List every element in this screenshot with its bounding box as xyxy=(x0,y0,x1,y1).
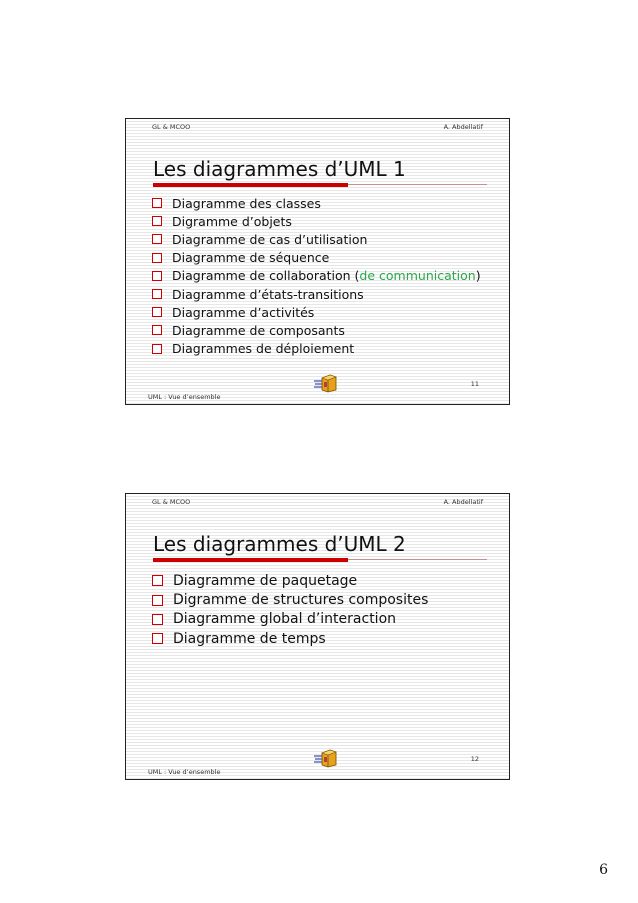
checkbox-bullet-icon xyxy=(152,614,163,625)
slide-header-author: A. Abdellatif xyxy=(443,123,483,131)
uml-book-logo-icon xyxy=(314,748,338,768)
checkbox-bullet-icon xyxy=(152,575,163,586)
slide-footer-topic: UML : Vue d’ensemble xyxy=(148,768,221,776)
list-item: Diagramme de temps xyxy=(152,629,428,648)
title-underline-accent xyxy=(153,558,348,562)
list-item: Diagramme de séquence xyxy=(152,249,481,267)
slide-11 xyxy=(125,118,510,405)
checkbox-bullet-icon xyxy=(152,234,162,244)
slide-header-course: GL & MCOO xyxy=(152,123,191,131)
slide-header-course: GL & MCOO xyxy=(152,498,191,506)
highlight-text: de communication xyxy=(359,268,476,284)
page-number: 6 xyxy=(599,862,608,878)
checkbox-bullet-icon xyxy=(152,633,163,644)
list-item: Diagramme de collaboration ( de communication ) xyxy=(152,267,481,285)
list-item: Diagramme d’états-transitions xyxy=(152,285,481,303)
slide-footer-topic: UML : Vue d’ensemble xyxy=(148,393,221,401)
slide-title: Les diagrammes d’UML 2 xyxy=(153,532,406,556)
list-item: Diagramme de composants xyxy=(152,321,481,339)
slide-12 xyxy=(125,493,510,780)
checkbox-bullet-icon xyxy=(152,289,162,299)
uml-book-logo-icon xyxy=(314,373,338,393)
list-item: Diagramme des classes xyxy=(152,194,481,212)
list-item: Diagramme de paquetage xyxy=(152,571,428,590)
slide-number: 11 xyxy=(470,380,479,388)
list-item: Diagrammes de déploiement xyxy=(152,340,481,358)
list-item: Diagramme global d’interaction xyxy=(152,610,428,629)
slide-number: 12 xyxy=(470,755,479,763)
checkbox-bullet-icon xyxy=(152,216,162,226)
checkbox-bullet-icon xyxy=(152,325,162,335)
list-item: Digramme de structures composites xyxy=(152,590,428,609)
slide-header-author: A. Abdellatif xyxy=(443,498,483,506)
checkbox-bullet-icon xyxy=(152,595,163,606)
bullet-list xyxy=(152,194,481,358)
checkbox-bullet-icon xyxy=(152,307,162,317)
checkbox-bullet-icon xyxy=(152,253,162,263)
checkbox-bullet-icon xyxy=(152,271,162,281)
checkbox-bullet-icon xyxy=(152,344,162,354)
list-item: Diagramme de cas d’utilisation xyxy=(152,230,481,248)
list-item: Digramme d’objets xyxy=(152,212,481,230)
title-underline-accent xyxy=(153,183,348,187)
slide-title: Les diagrammes d’UML 1 xyxy=(153,157,406,181)
bullet-list xyxy=(152,571,428,649)
list-item: Diagramme d’activités xyxy=(152,303,481,321)
checkbox-bullet-icon xyxy=(152,198,162,208)
